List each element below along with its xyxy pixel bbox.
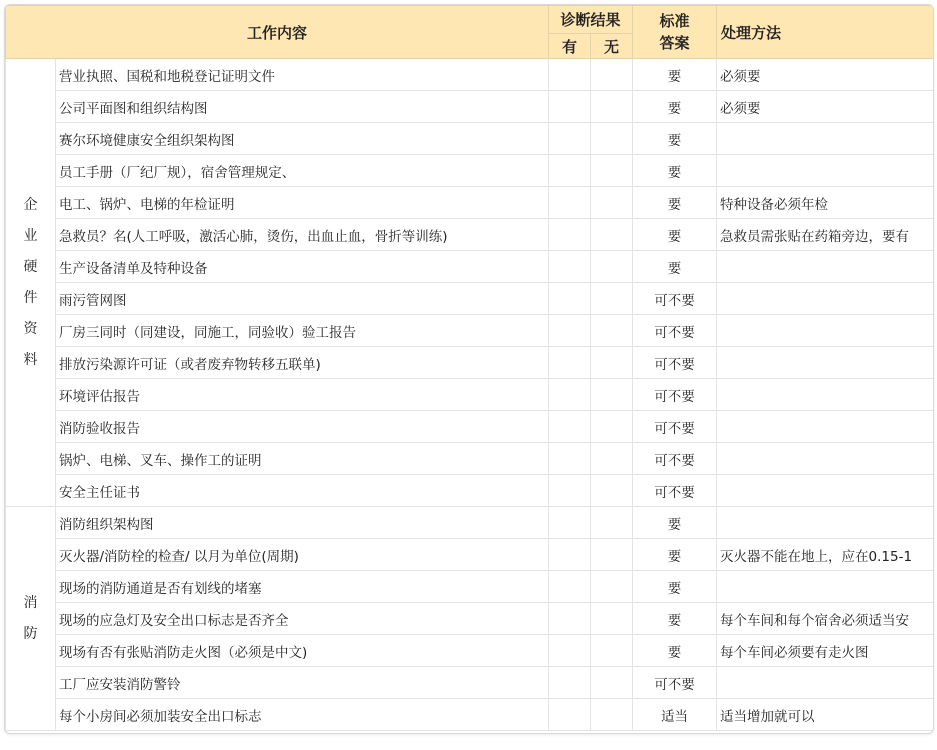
- method-cell[interactable]: 适当增加就可以: [717, 699, 934, 731]
- no-cell[interactable]: [591, 539, 633, 571]
- yes-cell[interactable]: [549, 251, 591, 283]
- no-cell[interactable]: [591, 91, 633, 123]
- table-row: [6, 91, 935, 123]
- standard-answer-cell[interactable]: 要: [633, 635, 717, 667]
- method-cell[interactable]: [717, 155, 934, 187]
- table-row: [6, 251, 935, 283]
- method-cell[interactable]: [717, 443, 934, 475]
- standard-answer-cell[interactable]: 要: [633, 603, 717, 635]
- method-cell[interactable]: 每个车间和每个宿舍必须适当安: [717, 603, 934, 635]
- method-cell[interactable]: [717, 347, 934, 379]
- standard-answer-cell[interactable]: 要: [633, 59, 717, 91]
- standard-answer-cell[interactable]: 可不要: [633, 347, 717, 379]
- yes-cell[interactable]: [549, 699, 591, 731]
- method-cell[interactable]: [717, 379, 934, 411]
- standard-answer-cell[interactable]: 可不要: [633, 411, 717, 443]
- yes-cell[interactable]: [549, 411, 591, 443]
- item-cell[interactable]: 雨污管网图: [56, 283, 549, 315]
- item-cell[interactable]: 赛尔环境健康安全组织架构图: [56, 123, 549, 155]
- standard-answer-cell[interactable]: 要: [633, 539, 717, 571]
- standard-answer-cell[interactable]: 可不要: [633, 379, 717, 411]
- yes-cell[interactable]: [549, 539, 591, 571]
- table-row: [6, 219, 935, 251]
- method-cell[interactable]: [717, 571, 934, 603]
- method-cell[interactable]: [717, 251, 934, 283]
- standard-answer-cell[interactable]: 要: [633, 507, 717, 539]
- yes-cell[interactable]: [549, 91, 591, 123]
- category-label: 企业硬件资料: [23, 196, 38, 368]
- yes-cell[interactable]: [549, 219, 591, 251]
- no-cell[interactable]: [591, 475, 633, 507]
- no-cell[interactable]: [591, 379, 633, 411]
- method-cell[interactable]: [717, 123, 934, 155]
- item-cell[interactable]: 现场的应急灯及安全出口标志是否齐全: [56, 603, 549, 635]
- yes-cell[interactable]: [549, 283, 591, 315]
- no-cell[interactable]: [591, 187, 633, 219]
- method-cell[interactable]: [717, 283, 934, 315]
- no-cell[interactable]: [591, 155, 633, 187]
- no-cell[interactable]: [591, 635, 633, 667]
- standard-answer-cell[interactable]: 要: [633, 571, 717, 603]
- item-cell[interactable]: 工厂应安装消防警铃: [56, 667, 549, 699]
- header-diagnosis-result: 诊断结果: [549, 6, 633, 34]
- method-cell[interactable]: [717, 411, 934, 443]
- yes-cell[interactable]: [549, 603, 591, 635]
- table-row: [6, 347, 935, 379]
- table-row: [6, 667, 935, 699]
- table-row: [6, 475, 935, 507]
- standard-answer-cell[interactable]: 可不要: [633, 443, 717, 475]
- category-label: 消防: [23, 594, 38, 642]
- no-cell[interactable]: [591, 59, 633, 91]
- item-cell[interactable]: 员工手册（厂纪厂规），宿舍管理规定、: [56, 155, 549, 187]
- standard-answer-cell[interactable]: 可不要: [633, 315, 717, 347]
- yes-cell[interactable]: [549, 347, 591, 379]
- yes-cell[interactable]: [549, 315, 591, 347]
- no-cell[interactable]: [591, 411, 633, 443]
- yes-cell[interactable]: [549, 443, 591, 475]
- method-cell[interactable]: 必须要: [717, 91, 934, 123]
- table-row: [6, 443, 935, 475]
- item-cell[interactable]: 消防组织架构图: [56, 507, 549, 539]
- no-cell[interactable]: [591, 283, 633, 315]
- yes-cell[interactable]: [549, 155, 591, 187]
- table-row: [6, 539, 935, 571]
- item-cell[interactable]: 生产设备清单及特种设备: [56, 251, 549, 283]
- table-row: [6, 379, 935, 411]
- item-cell[interactable]: 公司平面图和组织结构图: [56, 91, 549, 123]
- yes-cell[interactable]: [549, 571, 591, 603]
- item-cell[interactable]: 环境评估报告: [56, 379, 549, 411]
- yes-cell[interactable]: [549, 667, 591, 699]
- item-cell[interactable]: 现场有否有张贴消防走火图（必须是中文): [56, 635, 549, 667]
- standard-answer-cell[interactable]: 要: [633, 219, 717, 251]
- table-row: [6, 411, 935, 443]
- no-cell[interactable]: [591, 219, 633, 251]
- item-cell[interactable]: 灭火器/消防栓的检查/ 以月为单位(周期): [56, 539, 549, 571]
- yes-cell[interactable]: [549, 635, 591, 667]
- table-row: [6, 315, 935, 347]
- item-cell[interactable]: 安全主任证书: [56, 475, 549, 507]
- item-cell[interactable]: 排放污染源许可证（或者废弃物转移五联单): [56, 347, 549, 379]
- item-cell[interactable]: 每个小房间必须加装安全出口标志: [56, 699, 549, 731]
- item-cell[interactable]: 电工、锅炉、电梯的年检证明: [56, 187, 549, 219]
- yes-cell[interactable]: [549, 507, 591, 539]
- item-cell[interactable]: 锅炉、电梯、叉车、操作工的证明: [56, 443, 549, 475]
- yes-cell[interactable]: [549, 379, 591, 411]
- yes-cell[interactable]: [549, 123, 591, 155]
- item-cell[interactable]: 急救员？名(人工呼吸，激活心肺，烫伤，出血止血，骨折等训练): [56, 219, 549, 251]
- yes-cell[interactable]: [549, 59, 591, 91]
- standard-answer-cell[interactable]: 可不要: [633, 475, 717, 507]
- table-body: [6, 59, 935, 731]
- item-cell[interactable]: 厂房三同时（同建设，同施工，同验收）验工报告: [56, 315, 549, 347]
- table-row: [6, 187, 935, 219]
- table-row: [6, 603, 935, 635]
- standard-answer-cell[interactable]: 要: [633, 155, 717, 187]
- standard-answer-cell[interactable]: 要: [633, 123, 717, 155]
- no-cell[interactable]: [591, 667, 633, 699]
- standard-answer-cell[interactable]: 要: [633, 251, 717, 283]
- method-cell[interactable]: [717, 667, 934, 699]
- table-row: [6, 507, 935, 539]
- header-standard-answer: 标准 答案: [633, 6, 717, 59]
- no-cell[interactable]: [591, 699, 633, 731]
- no-cell[interactable]: [591, 507, 633, 539]
- no-cell[interactable]: [591, 571, 633, 603]
- header-no: 无: [591, 34, 633, 59]
- table-row: [6, 155, 935, 187]
- method-cell[interactable]: 急救员需张贴在药箱旁边，要有: [717, 219, 934, 251]
- no-cell[interactable]: [591, 315, 633, 347]
- no-cell[interactable]: [591, 443, 633, 475]
- table-row: [6, 59, 935, 91]
- header-yes: 有: [549, 34, 591, 59]
- spreadsheet-frame: [4, 4, 934, 734]
- method-cell[interactable]: [717, 475, 934, 507]
- method-cell[interactable]: 特种设备必须年检: [717, 187, 934, 219]
- table-row: [6, 283, 935, 315]
- table-row: [6, 123, 935, 155]
- method-cell[interactable]: 必须要: [717, 59, 934, 91]
- method-cell[interactable]: [717, 507, 934, 539]
- method-cell[interactable]: 每个车间必须要有走火图: [717, 635, 934, 667]
- item-cell[interactable]: 消防验收报告: [56, 411, 549, 443]
- no-cell[interactable]: [591, 603, 633, 635]
- standard-answer-cell[interactable]: 要: [633, 187, 717, 219]
- no-cell[interactable]: [591, 251, 633, 283]
- standard-answer-cell[interactable]: 适当: [633, 699, 717, 731]
- yes-cell[interactable]: [549, 475, 591, 507]
- table-row: [6, 699, 935, 731]
- standard-answer-cell[interactable]: 要: [633, 91, 717, 123]
- standard-answer-cell[interactable]: 可不要: [633, 283, 717, 315]
- checklist-table: [5, 5, 934, 731]
- header-method: 处理方法: [717, 6, 934, 59]
- method-cell[interactable]: 灭火器不能在地上，应在0.15-1: [717, 539, 934, 571]
- category-cell[interactable]: [6, 507, 56, 731]
- table-row: [6, 635, 935, 667]
- method-cell[interactable]: [717, 315, 934, 347]
- yes-cell[interactable]: [549, 187, 591, 219]
- no-cell[interactable]: [591, 123, 633, 155]
- table-row: [6, 571, 935, 603]
- category-cell[interactable]: [6, 59, 56, 507]
- item-cell[interactable]: 现场的消防通道是否有划线的堵塞: [56, 571, 549, 603]
- no-cell[interactable]: [591, 347, 633, 379]
- header-work-content: 工作内容: [6, 6, 549, 59]
- standard-answer-cell[interactable]: 可不要: [633, 667, 717, 699]
- item-cell[interactable]: 营业执照、国税和地税登记证明文件: [56, 59, 549, 91]
